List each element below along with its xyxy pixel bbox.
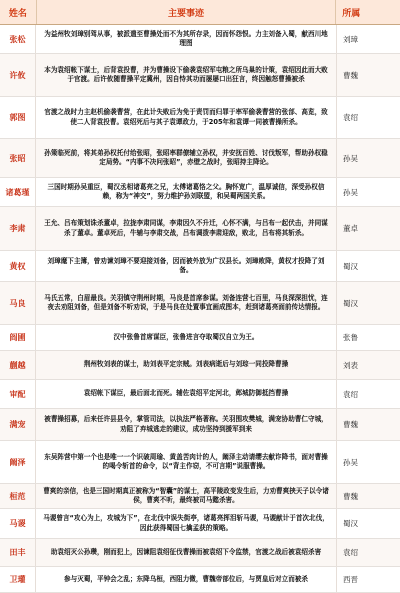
main-deeds [36,54,336,96]
table-row [0,567,400,593]
table-body [0,25,400,593]
main-deeds [36,409,336,440]
header-deeds: 主要事迹 [36,0,336,24]
person-name: 桓范 [0,484,36,508]
affiliation: 袁绍 [336,97,400,138]
affiliation: 袁绍 [336,539,400,566]
person-name: 蒯越 [0,351,36,379]
main-deeds-text: 助袁绍灭公孙瓒，刚而犯上，因谏阻袁绍征伐曹操而被袁绍下令监禁，官渡之战后被袁绍杀害 [50,547,322,556]
person-name: 马谡 [0,509,36,538]
main-deeds [36,325,336,350]
table-row [0,139,400,178]
affiliation: 刘表 [336,351,400,379]
affiliation: 曹魏 [336,484,400,508]
person-name: 满宠 [0,409,36,440]
table-row [0,539,400,567]
main-deeds-text: 本为袁绍帐下谋士，后背袁投曹，并为曹操设下偷袭袁绍军屯粮之所乌巢的计策，袁绍因此而大败于官渡。后许攸随曹操平定冀州，因自恃其功而屡屡口出狂言，终因触怒曹操被杀 [44,65,328,83]
person-name: 许攸 [0,54,36,96]
table-row [0,351,400,380]
main-deeds-text: 袁绍帐下谋臣，最后面北而死。辅佐袁绍平定河北，邺城防御抵挡曹操 [83,389,289,398]
main-deeds-text: 为益州牧刘璋别驾从事，被派遣至曹操处而不为其所存录，因而怀怨恨。力主刘备入蜀，献西川地理图 [44,29,328,47]
table-row [0,25,400,54]
person-name: 黄权 [0,251,36,281]
affiliation: 董卓 [336,207,400,250]
affiliation: 刘璋 [336,25,400,53]
table-row [0,509,400,539]
table-row [0,325,400,351]
affiliation: 西晋 [336,567,400,592]
table-header [0,0,400,25]
person-name: 阚泽 [0,441,36,483]
person-name: 张昭 [0,139,36,177]
main-deeds [36,509,336,538]
table-row [0,409,400,441]
main-deeds [36,178,336,206]
affiliation: 孙吴 [336,139,400,177]
affiliation: 曹魏 [336,54,400,96]
main-deeds [36,567,336,592]
main-deeds [36,484,336,508]
affiliation: 张鲁 [336,325,400,350]
main-deeds [36,441,336,483]
main-deeds [36,282,336,324]
main-deeds [36,207,336,250]
person-name: 审配 [0,380,36,408]
person-name: 田丰 [0,539,36,566]
main-deeds-text: 参与灭蜀，平钟会之乱；东降乌桓，西阻力微，曹魏帝部位后，与贾皇后对立而被杀 [64,574,308,583]
main-deeds-text: 东吴阵营中第一个也是唯一一个识破周瑜、黄盖苦肉计的人，阚泽主动请缨去献诈降书，面对曹操的喝令斩首的命令，以“背主作窃，不可言期”说服曹操。 [44,452,328,470]
main-deeds-text: 曹爽的亲信，也是三国时期真正被称为“智囊”的谋士，高平陵政变发生后，力劝曹爽挟天子以令诸侯，曹爽不听，最终被司马懿杀害。 [43,486,329,504]
affiliation: 蜀汉 [336,251,400,281]
affiliation: 孙吴 [336,441,400,483]
main-deeds-text: 孙策临死前，将其弟孙权托付给张昭，张昭率群僚辅立孙权，并安抚百姓、讨伐叛军，帮助孙权稳定局势。“内事不决问张昭”，赤壁之战时，张昭持主降论。 [44,148,328,166]
person-name: 诸葛瑾 [0,178,36,206]
table-row [0,441,400,484]
table-row [0,484,400,509]
main-deeds-text: 刘璋麾下主簿，曾劝谏刘璋不要迎接刘备，因而被外放为广汉县长。刘璋败降，黄权才投降了刘备。 [47,256,325,274]
affiliation: 蜀汉 [336,509,400,538]
person-name: 李肃 [0,207,36,250]
main-deeds [36,251,336,281]
person-name: 郭图 [0,97,36,138]
main-deeds [36,97,336,138]
table-row [0,380,400,409]
main-deeds [36,380,336,408]
main-deeds [36,25,336,53]
affiliation: 曹魏 [336,409,400,440]
table-row [0,97,400,139]
table-row [0,178,400,207]
main-deeds-text: 被曹操招募，后来任许县县令，掌管司法，以执法严格著称。关羽围攻樊城，满宠协助曹仁守城，劝阻了弃城逃走的建议，成功坚持到援军到来 [44,415,328,433]
main-deeds-text: 三国时期孙吴重臣，蜀汉丞相诸葛亮之兄，太傅诸葛恪之父。胸怀宽广，温厚诚信，深受孙权信赖，称为“神交”，努力维护孙刘联盟，和吴蜀两国关系。 [47,182,325,200]
person-name: 阎圃 [0,325,36,350]
main-deeds-text: 汉中张鲁首席谋臣，张鲁进言夺取蜀汉自立为王。 [113,332,259,341]
affiliation: 蜀汉 [336,282,400,324]
table-row [0,282,400,325]
header-name: 姓名 [0,0,36,24]
affiliation: 袁绍 [336,380,400,408]
header-side: 所属 [336,0,400,24]
person-name: 马良 [0,282,36,324]
table-row [0,251,400,282]
person-name: 张松 [0,25,36,53]
main-deeds [36,139,336,177]
main-deeds-text: 官渡之战时力主赵机偷袭曹营，在此计失败后为免于责罚而归罪于率军偷袭曹营的张郃、高览，致使二人背袁投曹。袁绍死后与其子袁谭政力，于205年和袁谭一同被曹操所杀。 [44,108,328,126]
main-deeds-text: 马氏五常，白眉最良。关羽镇守荆州时期，马良是首席参谋。刘备连营七百里，马良深深担忧，连夜去劝阻刘备，但是刘备不听劝说，于是马良在处置事宜画成图本，赶到诸葛亮面前传达情报。 [44,293,328,311]
main-deeds-text: 马谡曾言“攻心为上，攻城为下”，在北伐中误失街亭，诸葛亮挥泪斩马谡，马谡献计于首次北伐，因此获得蜀国七擒孟获的策略。 [43,514,329,532]
table-row [0,54,400,97]
main-deeds [36,539,336,566]
affiliation: 孙吴 [336,178,400,206]
table-row [0,207,400,251]
main-deeds [36,351,336,379]
main-deeds-text: 荆州牧刘表的谋士，助刘表平定宗贼。刘表病逝后与刘琮一同投降曹操 [83,360,289,369]
person-name: 卫瓘 [0,567,36,592]
main-deeds-text: 王允、吕布策划诛杀董卓，拉拢李肃同谋，李肃因久不升迁，心怀不满，与吕布一起伏击，并同谋杀了董卓。董卓死后，牛辅与李肃交战，吕布调拨李肃迎敌，败北，吕布将其斩杀。 [44,219,328,237]
